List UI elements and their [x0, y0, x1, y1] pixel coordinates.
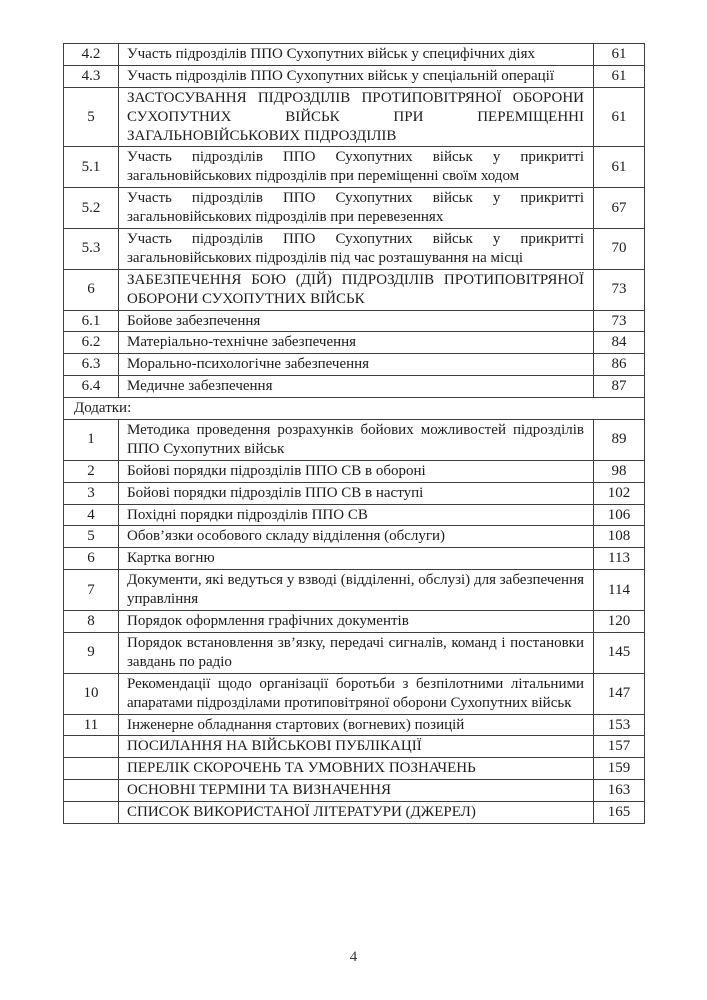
table-row [64, 570, 645, 611]
table-row [64, 504, 645, 526]
table-row [64, 229, 645, 270]
table-row [64, 548, 645, 570]
toc-entry-number: 5.2 [64, 188, 119, 229]
toc-entry-page: 98 [594, 460, 645, 482]
toc-entry-page: 147 [594, 673, 645, 714]
table-row [64, 188, 645, 229]
toc-entry-number: 6 [64, 269, 119, 310]
toc-entry-title: Порядок встановлення зв’язку, передачі сигналів, команд і постановки завдань по радіо [119, 632, 594, 673]
table-row [64, 44, 645, 66]
table-row [64, 376, 645, 398]
toc-entry-title: Документи, які ведуться у взводі (відділенні, обслузі) для забезпечення управління [119, 570, 594, 611]
toc-entry-title: Порядок оформлення графічних документів [119, 611, 594, 633]
toc-entry-title: СПИСОК ВИКОРИСТАНОЇ ЛІТЕРАТУРИ (ДЖЕРЕЛ) [119, 802, 594, 824]
toc-entry-number: 2 [64, 460, 119, 482]
toc-entry-title: Картка вогню [119, 548, 594, 570]
toc-entry-title: Участь підрозділів ППО Сухопутних військ у прикритті загальновійськових підрозділів при переміщенні своїм ходом [119, 147, 594, 188]
toc-entry-title: ЗАСТОСУВАННЯ ПІДРОЗДІЛІВ ПРОТИПОВІТРЯНОЇ ОБОРОНИ СУХОПУТНИХ ВІЙСЬК ПРИ ПЕРЕМІЩЕННІ ЗАГАЛЬНОВІЙСЬКОВИХ ПІДРОЗДІЛІВ [119, 87, 594, 147]
toc-entry-page: 61 [594, 44, 645, 66]
toc-entry-number: 4.3 [64, 65, 119, 87]
toc-table [63, 43, 645, 824]
table-row [64, 310, 645, 332]
table-row [64, 736, 645, 758]
toc-entry-title: Морально-психологічне забезпечення [119, 354, 594, 376]
toc-entry-page: 153 [594, 714, 645, 736]
table-row [64, 802, 645, 824]
toc-entry-title: Бойове забезпечення [119, 310, 594, 332]
table-row [64, 420, 645, 461]
toc-entry-page: 73 [594, 310, 645, 332]
toc-section-label: Додатки: [64, 398, 645, 420]
toc-entry-title: ЗАБЕЗПЕЧЕННЯ БОЮ (ДІЙ) ПІДРОЗДІЛІВ ПРОТИПОВІТРЯНОЇ ОБОРОНИ СУХОПУТНИХ ВІЙСЬК [119, 269, 594, 310]
toc-entry-title: Бойові порядки підрозділів ППО СВ в обороні [119, 460, 594, 482]
toc-entry-page: 84 [594, 332, 645, 354]
toc-entry-number: 6 [64, 548, 119, 570]
toc-entry-number: 3 [64, 482, 119, 504]
table-row [64, 87, 645, 147]
table-row [64, 632, 645, 673]
table-row [64, 147, 645, 188]
toc-entry-page: 87 [594, 376, 645, 398]
toc-entry-number: 5 [64, 87, 119, 147]
toc-entry-page: 70 [594, 229, 645, 270]
table-row [64, 780, 645, 802]
table-row [64, 526, 645, 548]
toc-entry-page: 106 [594, 504, 645, 526]
toc-entry-title: ОСНОВНІ ТЕРМІНИ ТА ВИЗНАЧЕННЯ [119, 780, 594, 802]
toc-entry-page: 89 [594, 420, 645, 461]
toc-entry-title: Участь підрозділів ППО Сухопутних військ у прикритті загальновійськових підрозділів під час розташування на місці [119, 229, 594, 270]
footer-page-number: 4 [349, 949, 358, 965]
toc-entry-number [64, 758, 119, 780]
toc-entry-page: 61 [594, 147, 645, 188]
toc-entry-page: 157 [594, 736, 645, 758]
toc-entry-number: 11 [64, 714, 119, 736]
toc-entry-title: Участь підрозділів ППО Сухопутних військ у специфічних діях [119, 44, 594, 66]
table-row [64, 482, 645, 504]
table-row [64, 398, 645, 420]
toc-entry-title: Похідні порядки підрозділів ППО СВ [119, 504, 594, 526]
toc-entry-title: Методика проведення розрахунків бойових можливостей підрозділів ППО Сухопутних військ [119, 420, 594, 461]
toc-entry-title: Обов’язки особового складу відділення (обслуги) [119, 526, 594, 548]
toc-entry-page: 114 [594, 570, 645, 611]
toc-entry-number: 4 [64, 504, 119, 526]
toc-entry-page: 86 [594, 354, 645, 376]
toc-entry-number: 6.4 [64, 376, 119, 398]
toc-entry-number [64, 802, 119, 824]
table-row [64, 714, 645, 736]
toc-entry-number [64, 736, 119, 758]
toc-entry-number [64, 780, 119, 802]
toc-entry-number: 10 [64, 673, 119, 714]
table-row [64, 758, 645, 780]
table-row [64, 460, 645, 482]
toc-entry-number: 5.3 [64, 229, 119, 270]
toc-entry-page: 61 [594, 87, 645, 147]
toc-entry-page: 67 [594, 188, 645, 229]
toc-entry-page: 113 [594, 548, 645, 570]
toc-entry-page: 165 [594, 802, 645, 824]
toc-entry-title: Участь підрозділів ППО Сухопутних військ у прикритті загальновійськових підрозділів при перевезеннях [119, 188, 594, 229]
toc-entry-page: 73 [594, 269, 645, 310]
table-row [64, 269, 645, 310]
table-row [64, 65, 645, 87]
table-row [64, 673, 645, 714]
table-row [64, 354, 645, 376]
toc-table-body [64, 44, 645, 824]
toc-entry-title: ПЕРЕЛІК СКОРОЧЕНЬ ТА УМОВНИХ ПОЗНАЧЕНЬ [119, 758, 594, 780]
toc-entry-page: 61 [594, 65, 645, 87]
toc-entry-title: Бойові порядки підрозділів ППО СВ в наступі [119, 482, 594, 504]
toc-entry-page: 120 [594, 611, 645, 633]
table-row [64, 611, 645, 633]
toc-entry-title: Участь підрозділів ППО Сухопутних військ у спеціальній операції [119, 65, 594, 87]
toc-entry-title: Рекомендації щодо організації боротьби з безпілотними літальними апаратами підрозділами протиповітряної оборони Сухопутних військ [119, 673, 594, 714]
toc-entry-page: 145 [594, 632, 645, 673]
toc-entry-title: Інженерне обладнання стартових (вогневих) позицій [119, 714, 594, 736]
toc-entry-page: 163 [594, 780, 645, 802]
toc-entry-page: 108 [594, 526, 645, 548]
toc-entry-title: ПОСИЛАННЯ НА ВІЙСЬКОВІ ПУБЛІКАЦІЇ [119, 736, 594, 758]
toc-entry-number: 6.1 [64, 310, 119, 332]
toc-entry-number: 1 [64, 420, 119, 461]
toc-entry-number: 4.2 [64, 44, 119, 66]
toc-entry-number: 5 [64, 526, 119, 548]
toc-entry-number: 6.2 [64, 332, 119, 354]
table-row [64, 332, 645, 354]
toc-entry-number: 7 [64, 570, 119, 611]
toc-entry-number: 8 [64, 611, 119, 633]
toc-entry-number: 6.3 [64, 354, 119, 376]
toc-entry-title: Медичне забезпечення [119, 376, 594, 398]
toc-entry-title: Матеріально-технічне забезпечення [119, 332, 594, 354]
toc-entry-number: 9 [64, 632, 119, 673]
toc-entry-number: 5.1 [64, 147, 119, 188]
toc-entry-page: 102 [594, 482, 645, 504]
toc-entry-page: 159 [594, 758, 645, 780]
